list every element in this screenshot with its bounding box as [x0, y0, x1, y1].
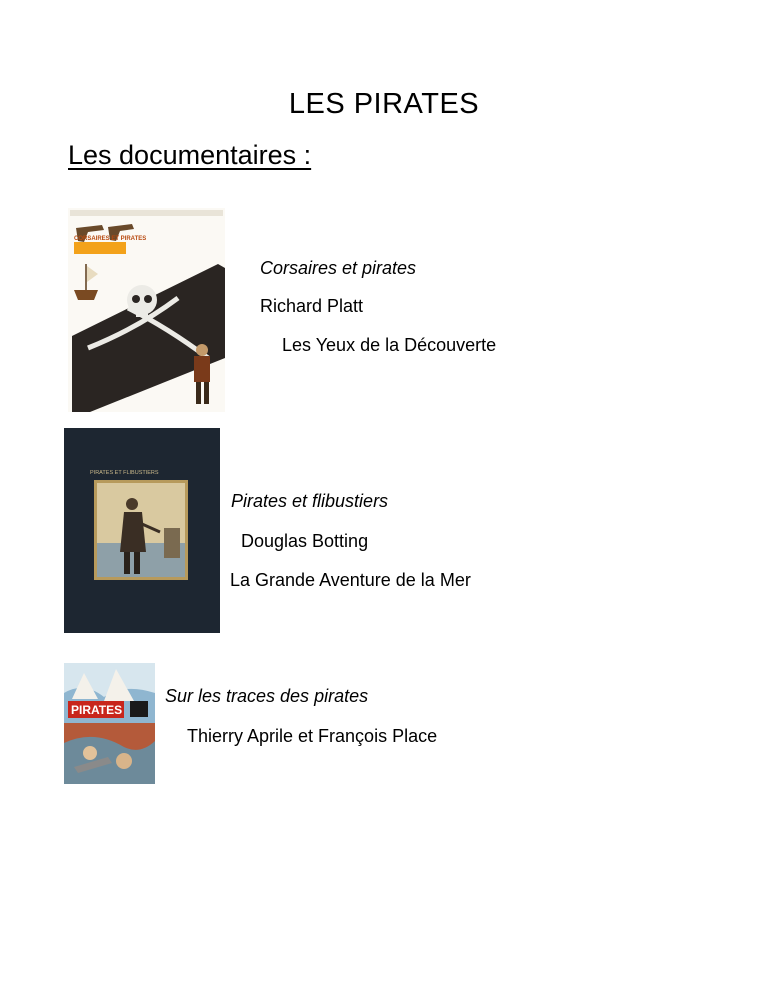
book-cover-corsaires-et-pirates — [68, 208, 225, 412]
page-title: LES PIRATES — [288, 88, 480, 120]
book-title: Corsaires et pirates — [260, 258, 417, 278]
book-cover-sur-les-traces-des-pirates — [64, 663, 155, 784]
book-author: Thierry Aprile et François Place — [187, 726, 438, 746]
cover-text: PIRATES — [71, 703, 123, 717]
cover-text: PIRATES ET FLIBUSTIERS — [90, 470, 159, 476]
book-title: Pirates et flibustiers — [231, 491, 389, 511]
cover-text: CORSAIRES ET PIRATES — [74, 236, 147, 242]
book-author: Douglas Botting — [241, 531, 369, 551]
book-series: La Grande Aventure de la Mer — [230, 570, 471, 590]
book-series: Les Yeux de la Découverte — [282, 335, 497, 355]
book-cover-pirates-et-flibustiers — [64, 428, 220, 633]
book-title: Sur les traces des pirates — [165, 686, 369, 706]
book-author: Richard Platt — [260, 296, 364, 316]
section-heading: Les documentaires : — [68, 140, 312, 170]
